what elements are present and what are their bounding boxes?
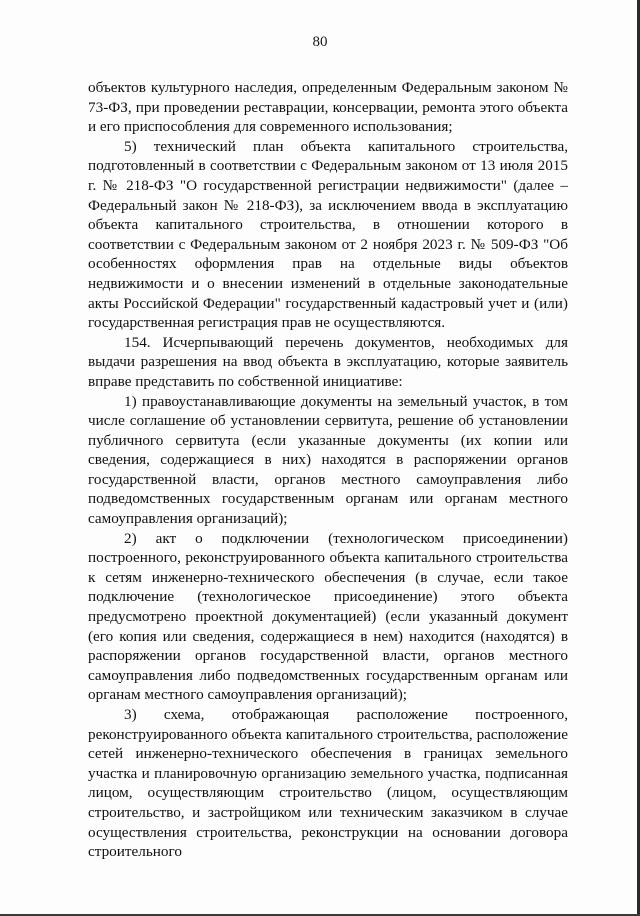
paragraph-item-2-connection-act: 2) акт о подключении (технологическом присоединении) построенного, реконструированного объекта капитального строительства к сетям инженерно-технического обеспечения (в случае, если такое подключение (технологическое присоединение) этого объекта предусмотрено проектной документацией) (если указанный документ (его копия или сведения, содержащиеся в нем) находится (находятся) в распоряжении органов государственной власти, органов местного самоуправления либо подведомственных государственным органам или органам местного самоуправления организаций); <box>88 529 568 704</box>
paragraph-item-1-land-rights: 1) правоустанавливающие документы на земельный участок, в том числе соглашение об установлении сервитута, решение об установлении публичного сервитута (если указанные документы (их копии или сведения, содержащиеся в них) находятся в распоряжении органов государственной власти, органов местного самоуправления либо подведомственных государственным органам или органам местного самоуправления организаций); <box>88 392 568 528</box>
paragraph-item-3-scheme: 3) схема, отображающая расположение построенного, реконструированного объекта капитального строительства, расположение сетей инженерно-технического обеспечения в границах земельного участка и планировочную организацию земельного участка, подписанная лицом, осуществляющим строительство (лицом, осуществляющим строительство, и застройщиком или техническим заказчиком в случае осуществления строительства, реконструкции на основании договора строительного <box>88 706 568 861</box>
paragraph-154-document-list: 154. Исчерпывающий перечень документов, необходимых для выдачи разрешения на ввод объекта в эксплуатацию, которые заявитель вправе представить по собственной инициативе: <box>88 333 568 390</box>
document-body <box>88 78 568 862</box>
paragraph-item-5-technical-plan: 5) технический план объекта капитального строительства, подготовленный в соответствии с Федеральным законом от 13 июля 2015 г. № 218-ФЗ "О государственной регистрации недвижимости" (далее – Федеральный закон № 218-ФЗ), за исключением ввода в эксплуатацию объекта капитального строительства, в отношении которого в соответствии с Федеральным законом от 2 ноября 2023 г. № 509-ФЗ "Об особенностях оформления прав на отдельные виды объектов недвижимости и о внесении изменений в отдельные законодательные акты Российской Федерации" государственный кадастровый учет и (или) государственная регистрация прав не осуществляются. <box>88 137 568 332</box>
page-number: 80 <box>312 34 328 50</box>
paragraph-continuation: объектов культурного наследия, определенным Федеральным законом № 73-ФЗ, при проведении реставрации, консервации, ремонта этого объекта и его приспособления для современного использования; <box>88 79 568 136</box>
